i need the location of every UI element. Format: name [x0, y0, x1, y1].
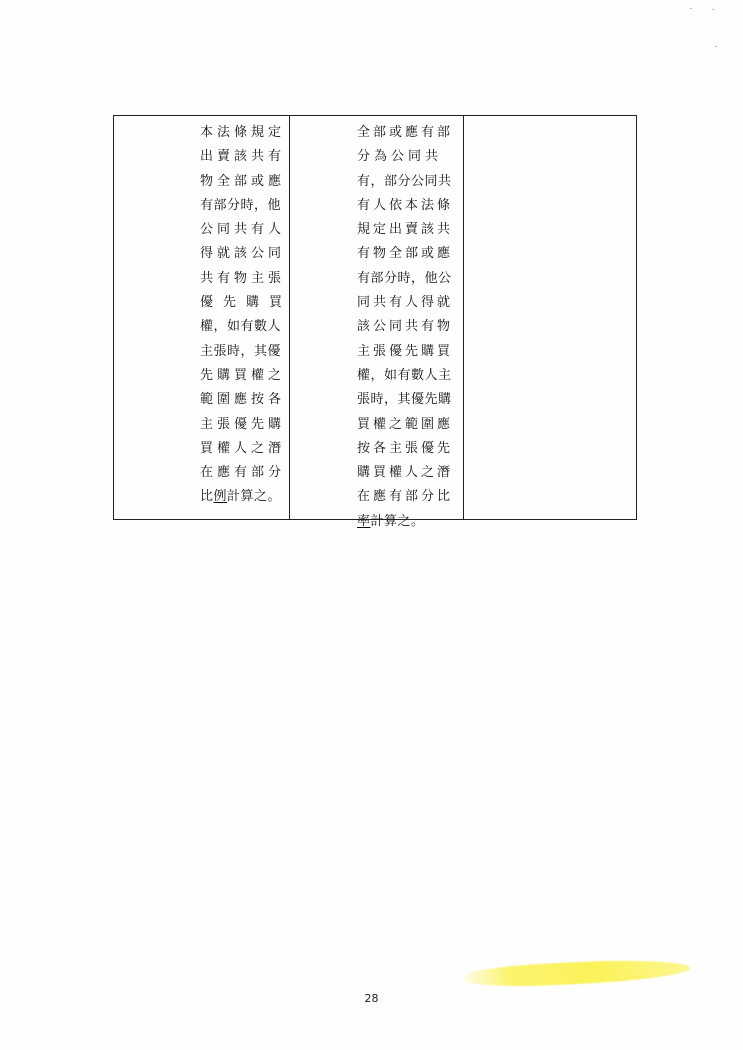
text-fragment: 計算之。 — [227, 489, 282, 505]
text-fragment: 比 — [200, 489, 214, 505]
text-line: 得就該公同 — [200, 246, 286, 262]
text-line: 優先購買 — [200, 295, 293, 311]
text-line: 買權人之潛 — [200, 440, 286, 456]
text-line: 規定出賣該共 — [357, 222, 454, 238]
text-line: 買權之範圍應 — [357, 416, 454, 432]
table-column-amended-text — [289, 116, 463, 529]
scan-speck — [690, 8, 692, 9]
comparison-table — [113, 115, 637, 529]
text-fragment: 計算之。 — [370, 513, 425, 529]
text-line: 張時，其優先購 — [357, 392, 452, 408]
text-line: 該公同共有物 — [357, 319, 454, 335]
text-line: 有物全部或應 — [357, 246, 454, 262]
highlighter-mark — [464, 956, 691, 990]
table-column-current-text — [114, 116, 293, 519]
text-line: 全部或應有部 — [357, 125, 454, 140]
text-line: 公同共有人 — [200, 222, 286, 238]
text-line: 出賣該共有 — [200, 149, 286, 165]
text-line-last — [357, 510, 463, 534]
scan-speck — [715, 46, 717, 47]
text-line: 分為公同共 — [357, 149, 443, 165]
text-line: 有部分時，他公 — [357, 270, 452, 286]
text-line: 按各主張優先 — [357, 440, 454, 456]
page-number: 28 — [364, 992, 379, 1005]
text-line: 主張優先購買 — [357, 343, 454, 359]
text-line: 先購買權之 — [200, 367, 286, 383]
text-line: 在應有部分比 — [357, 489, 454, 505]
text-line: 有，部分公同共 — [357, 173, 452, 189]
text-line: 主張時，其優 — [200, 343, 282, 359]
text-line: 本法條規定 — [200, 125, 286, 140]
column-text-block — [357, 121, 463, 534]
text-line: 權，如有數人 — [200, 319, 282, 335]
scan-speck — [712, 9, 714, 10]
text-line: 共有物主張 — [200, 270, 286, 286]
text-line-last — [200, 485, 289, 509]
text-line: 權，如有數人主 — [357, 367, 452, 383]
text-line: 物全部或應 — [200, 173, 286, 189]
amended-word: 例 — [213, 489, 228, 505]
table-column-explanation — [463, 116, 636, 519]
text-line: 有人依本法條 — [357, 197, 454, 213]
amended-word: 率 — [357, 513, 371, 529]
text-line: 有部分時，他 — [200, 197, 282, 213]
text-line: 同共有人得就 — [357, 295, 454, 311]
text-line: 購買權人之潛 — [357, 465, 454, 481]
text-line: 在應有部分 — [200, 465, 286, 481]
text-line: 範圍應按各 — [200, 392, 286, 408]
text-line: 主張優先購 — [200, 416, 286, 432]
column-text-block — [200, 121, 293, 510]
